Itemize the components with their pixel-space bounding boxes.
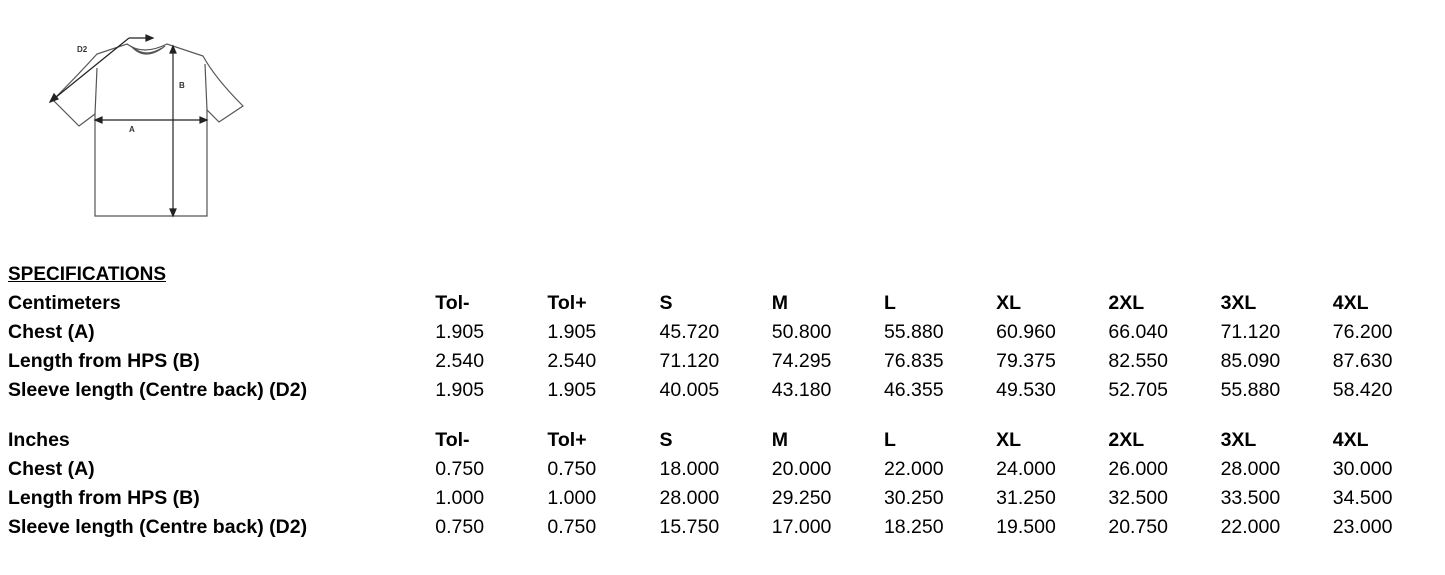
table-cell: 15.750	[659, 516, 720, 538]
table-cell: 55.880	[1220, 379, 1281, 401]
table-cell: 32.500	[1108, 487, 1169, 509]
table-row	[8, 376, 1445, 405]
specifications-heading: SPECIFICATIONS	[8, 264, 166, 285]
table-cell: 58.420	[1332, 379, 1393, 401]
tshirt-armhole-right	[205, 64, 207, 110]
table-header-row	[8, 426, 1445, 455]
table-cell: 66.040	[1108, 321, 1169, 343]
table-cell: 0.750	[435, 458, 485, 480]
table-row	[8, 318, 1445, 347]
table-cell: 31.250	[996, 487, 1056, 509]
table-cell: 0.750	[435, 516, 485, 538]
table-cell: 1.000	[547, 487, 597, 509]
column-header: M	[771, 292, 788, 314]
d2-measure-line	[50, 38, 129, 102]
column-header: 2XL	[1108, 292, 1145, 314]
column-header: Tol+	[547, 292, 587, 314]
table-cell: 52.705	[1108, 379, 1169, 401]
table-cell: 0.750	[547, 516, 597, 538]
table-cell: 55.880	[883, 321, 944, 343]
table-cell: 71.120	[659, 350, 720, 372]
table-cell: 1.905	[435, 321, 485, 343]
table-row	[8, 347, 1445, 376]
table-cell: 1.000	[435, 487, 485, 509]
table-cell: 26.000	[1108, 458, 1169, 480]
table-cell: 2.540	[547, 350, 597, 372]
spec-table-centimeters	[8, 289, 1445, 405]
table-cell: 74.295	[771, 350, 832, 372]
table-cell: 20.000	[771, 458, 832, 480]
table-cell: 20.750	[1108, 516, 1169, 538]
column-header: 3XL	[1220, 292, 1257, 314]
tshirt-outline	[53, 44, 243, 216]
table-cell: 1.905	[547, 321, 597, 343]
diagram-label-d2: D2	[77, 45, 88, 54]
table-cell: 87.630	[1332, 350, 1393, 372]
table-cell: 24.000	[996, 458, 1056, 480]
table-row	[8, 484, 1445, 513]
table-cell: 76.200	[1332, 321, 1393, 343]
table-cell: 28.000	[1220, 458, 1281, 480]
d2-arrowhead	[146, 35, 153, 41]
table-cell: 19.500	[996, 516, 1056, 538]
table-cell: 60.960	[996, 321, 1056, 343]
table-cell: 28.000	[659, 487, 720, 509]
table-cell: 43.180	[771, 379, 832, 401]
column-header: XL	[996, 429, 1022, 451]
table-cell: 45.720	[659, 321, 720, 343]
table-cell: 1.905	[547, 379, 597, 401]
table-cell: 1.905	[435, 379, 485, 401]
column-header: Tol-	[435, 292, 470, 314]
table-cell: 18.250	[883, 516, 944, 538]
table-cell: 18.000	[659, 458, 720, 480]
column-header: 4XL	[1332, 292, 1369, 314]
table-row	[8, 513, 1445, 542]
table-cell: 30.000	[1332, 458, 1393, 480]
spec-table-inches	[8, 426, 1445, 542]
column-header: Tol+	[547, 429, 587, 451]
row-label: Chest (A)	[8, 321, 95, 343]
diagram-label-b: B	[179, 81, 185, 90]
table-cell: 22.000	[883, 458, 944, 480]
table-cell: 46.355	[883, 379, 944, 401]
table-cell: 50.800	[771, 321, 832, 343]
tshirt-armhole-left	[95, 68, 97, 114]
unit-label: Centimeters	[8, 292, 121, 314]
column-header: Tol-	[435, 429, 470, 451]
table-cell: 82.550	[1108, 350, 1169, 372]
table-cell: 33.500	[1220, 487, 1281, 509]
table-cell: 40.005	[659, 379, 720, 401]
a-arrowhead-right	[200, 117, 207, 123]
column-header: L	[883, 292, 896, 314]
row-label: Length from HPS (B)	[8, 487, 200, 509]
column-header: S	[659, 429, 673, 451]
column-header: S	[659, 292, 673, 314]
column-header: 2XL	[1108, 429, 1145, 451]
table-cell: 23.000	[1332, 516, 1393, 538]
table-cell: 49.530	[996, 379, 1056, 401]
column-header: L	[883, 429, 896, 451]
table-cell: 34.500	[1332, 487, 1393, 509]
table-cell: 71.120	[1220, 321, 1281, 343]
row-label: Chest (A)	[8, 458, 95, 480]
b-arrowhead-bottom	[170, 209, 176, 216]
column-header: 4XL	[1332, 429, 1369, 451]
row-label: Sleeve length (Centre back) (D2)	[8, 379, 308, 401]
row-label: Length from HPS (B)	[8, 350, 200, 372]
table-cell: 76.835	[883, 350, 944, 372]
column-header: M	[771, 429, 788, 451]
table-cell: 29.250	[771, 487, 832, 509]
d2-arrowhead-start	[50, 94, 58, 102]
table-cell: 2.540	[435, 350, 485, 372]
table-cell: 17.000	[771, 516, 832, 538]
table-cell: 22.000	[1220, 516, 1281, 538]
table-row	[8, 455, 1445, 484]
column-header: XL	[996, 292, 1022, 314]
table-cell: 79.375	[996, 350, 1056, 372]
unit-label: Inches	[8, 429, 70, 451]
row-label: Sleeve length (Centre back) (D2)	[8, 516, 308, 538]
a-arrowhead-left	[95, 117, 102, 123]
table-cell: 85.090	[1220, 350, 1281, 372]
table-cell: 30.250	[883, 487, 944, 509]
diagram-label-a: A	[129, 125, 135, 134]
table-cell: 0.750	[547, 458, 597, 480]
tshirt-measurement-diagram	[35, 28, 255, 228]
table-header-row	[8, 289, 1445, 318]
column-header: 3XL	[1220, 429, 1257, 451]
